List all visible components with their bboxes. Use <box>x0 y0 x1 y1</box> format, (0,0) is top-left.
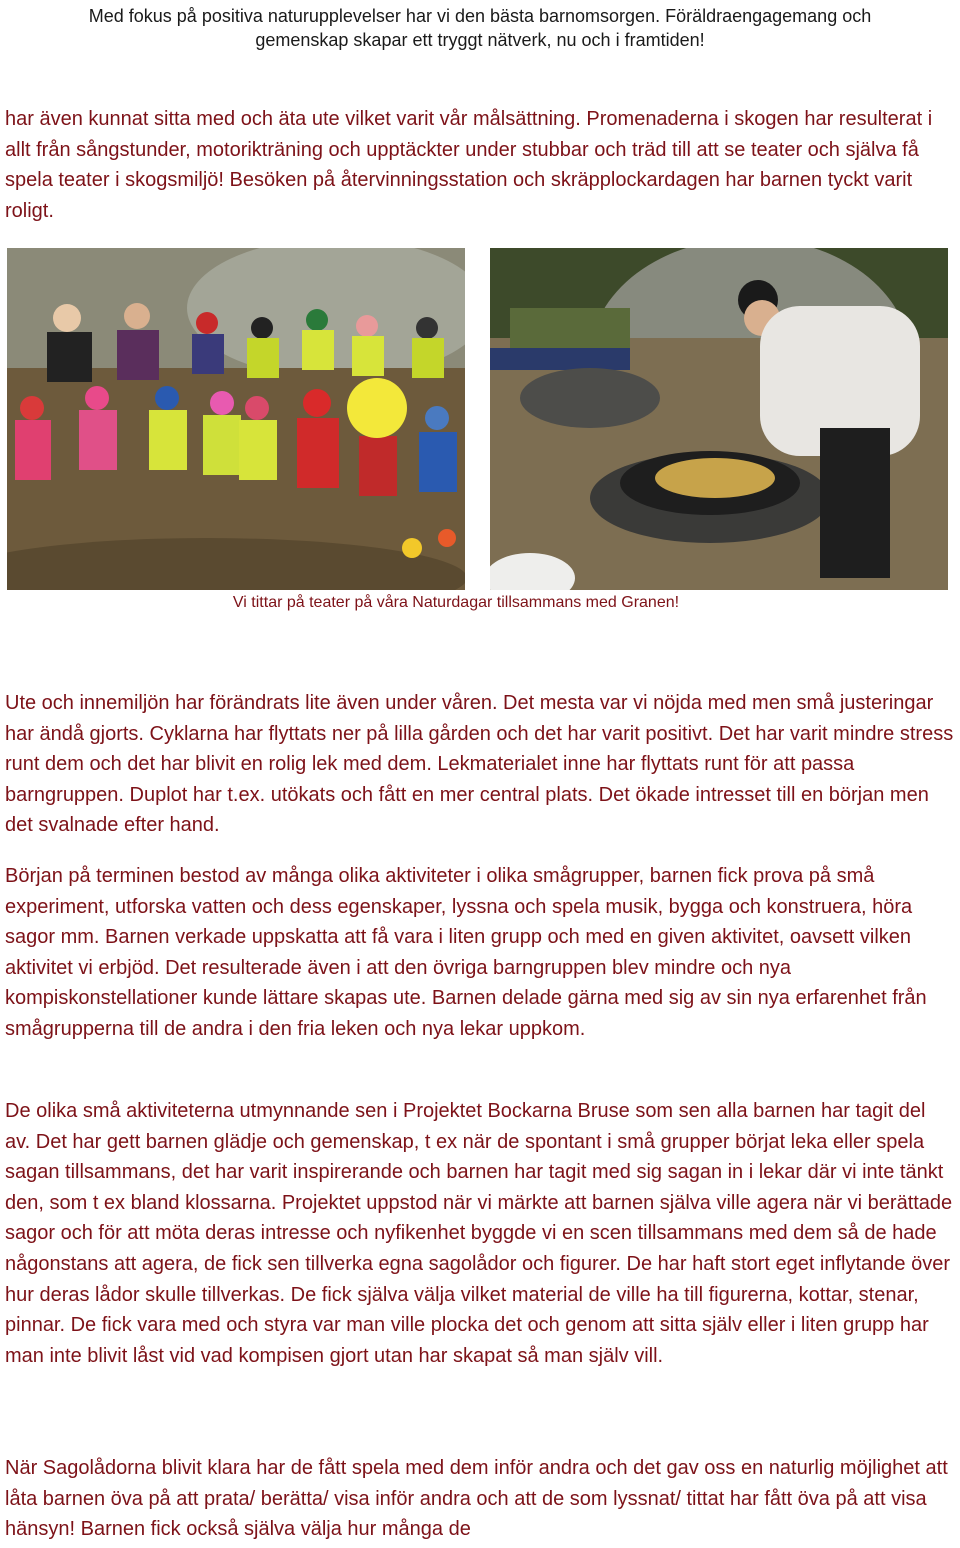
header-line-1: Med fokus på positiva naturupplevelser har vi den bästa barnomsorgen. Föräldraengagemang och <box>88 6 872 26</box>
paragraph-storyboxes: När Sagolådorna blivit klara har de fått spela med dem inför andra och det gav oss en naturlig möjlighet att låta barnen öva på att prata/ berätta/ visa inför andra och att de som lyssnat/ tittat har fått öva på att visa hänsyn! Barnen fick också själva välja hur många de <box>5 1457 948 1541</box>
paragraph-activities: Början på terminen bestod av många olika aktiviteter i olika smågrupper, barnen fick prova på små experiment, utforska vatten och dess egenskaper, lyssna och spela musik, bygga och konstruera, höra sagor mm. Barnen verkade uppskatta att få vara i liten grupp och med en given aktivitet, oavsett vilken aktivitet vi erbjöd. Det resulterade även i att den övriga barngruppen blev mindre och nya kompiskonstellationer kunde lättare skapas ute. Barnen delade gärna med sig av sin nya erfarenhet från smågrupperna till de andra i den fria leken och nya lekar uppkom. <box>5 865 927 1040</box>
photo-caption: Vi tittar på teater på våra Naturdagar tillsammans med Granen! <box>232 594 680 611</box>
intro-paragraph: har även kunnat sitta med och äta ute vilket varit vår målsättning. Promenaderna i skogen har resulterat i allt från sångstunder, motorikträning och upptäckter under stubbar och träd till att se teater och själva få spela teater i skogsmiljö! Besöken på återvinningsstation och skräpplockardagen har barnen tyckt varit roligt. <box>5 108 933 222</box>
page-header <box>0 4 960 52</box>
paragraph-project: De olika små aktiviteterna utmynnande sen i Projektet Bockarna Bruse som sen alla barnen har tagit del av. Det har gett barnen glädje och gemenskap, t ex när de spontant i små grupper börjat leka eller spela sagan tillsammans, det har varit inspirerande och barnen har tagit med sig sagan in i lekar där vi inte tänkt den, som t ex bland klossarna. Projektet uppstod när vi märkte att barnen själva ville agera när vi berättade sagor och för att möta deras intresse och nyfikenhet byggde vi en scen tillsammans med dem så de hade någonstans att agera, de fick sen tillverka egna sagolådor och figurer. De har haft stort eget inflytande över hur deras lådor skulle tillverkas. De fick själva välja vilket material de ville ha till figurerna, kottar, stenar, pinnar. De fick vara med och styra var man ville plocka det och genom att sitta själv eller i liten grupp har man inte blivit låst vid vad kompisen gjort utan har skapat så man själv vill. <box>5 1100 953 1367</box>
chef-cooking-photo <box>490 248 948 590</box>
header-line-2: gemenskap skapar ett tryggt nätverk, nu och i framtiden! <box>255 30 705 50</box>
paragraph-environment: Ute och innemiljön har förändrats lite även under våren. Det mesta var vi nöjda med men små justeringar har ändå gjorts. Cyklarna har flyttats ner på lilla gården och det har varit positivt. Det har varit mindre stress runt dem och det har blivit en rolig lek med dem. Lekmaterialet inne har flyttats runt för att passa barngruppen. Duplot har t.ex. utökats och fått en mer central plats. Det ökade intresset till en början men det svalnade efter hand. <box>5 692 954 837</box>
children-theater-photo <box>7 248 465 590</box>
